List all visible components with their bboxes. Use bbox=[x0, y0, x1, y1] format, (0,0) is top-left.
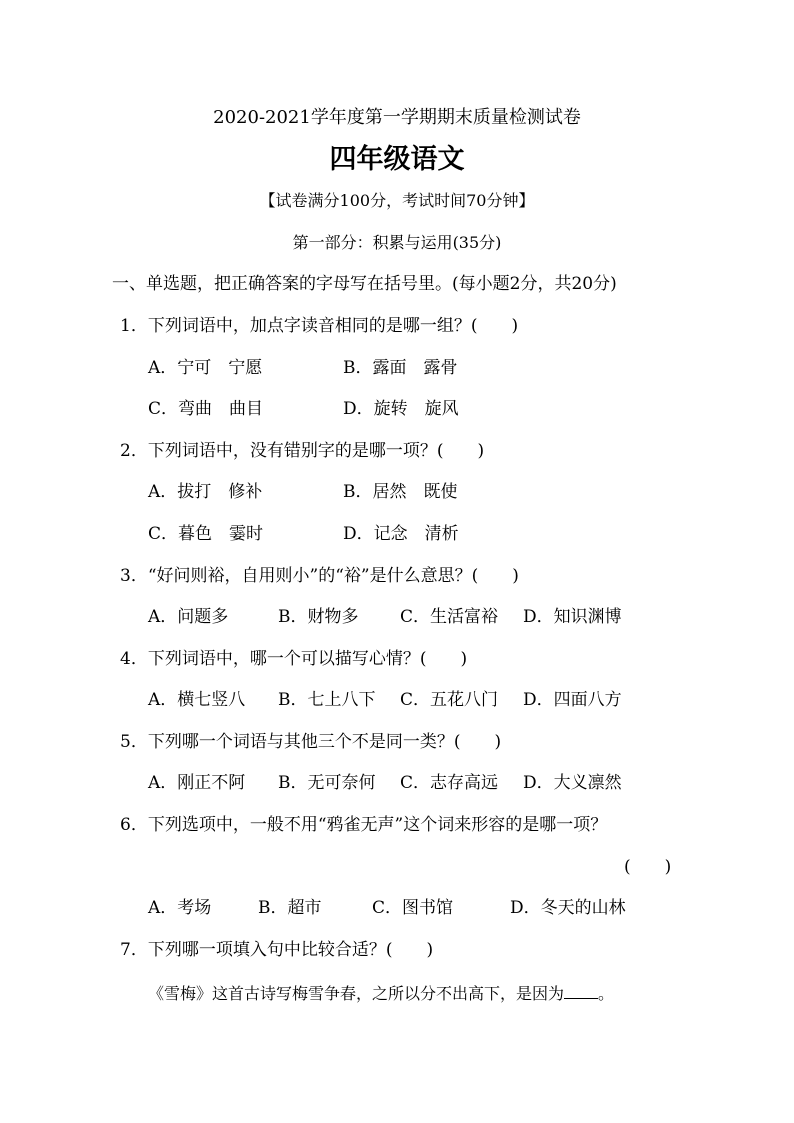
question-7-stem: 7．下列哪一项填入句中比较合适？( ) bbox=[120, 940, 434, 960]
q1-option-d: D．旋转 旋风 bbox=[343, 399, 459, 419]
q5-option-b: B．无可奈何 bbox=[278, 773, 376, 793]
q6-option-b: B．超市 bbox=[258, 898, 322, 918]
question-4-stem: 4．下列词语中，哪一个可以描写心情？( ) bbox=[120, 649, 468, 669]
q5-option-c: C．志存高远 bbox=[400, 773, 499, 793]
q2-option-a: A．拔打 修补 bbox=[148, 482, 263, 502]
q4-option-b: B．七上八下 bbox=[278, 690, 376, 710]
q4-option-d: D．四面八方 bbox=[523, 690, 622, 710]
q3-option-d: D．知识渊博 bbox=[523, 607, 622, 627]
q2-option-d: D．记念 清析 bbox=[343, 524, 459, 544]
question-2-stem: 2．下列词语中，没有错别字的是哪一项？( ) bbox=[120, 441, 485, 461]
q7-fill-blank[interactable] bbox=[564, 981, 598, 999]
section-heading: 一、单选题，把正确答案的字母写在括号里。(每小题2分，共20分) bbox=[112, 274, 617, 294]
q6-option-c: C．图书馆 bbox=[372, 898, 454, 918]
q1-option-a: A．宁可 宁愿 bbox=[148, 358, 263, 378]
question-1-stem: 1．下列词语中，加点字读音相同的是哪一组？( ) bbox=[120, 316, 519, 336]
q6-option-a: A．考场 bbox=[148, 898, 212, 918]
q5-option-d: D．大义凛然 bbox=[523, 773, 622, 793]
q2-option-c: C．暮色 霎时 bbox=[148, 524, 264, 544]
exam-info: 【试卷满分100分，考试时间70分钟】 bbox=[259, 191, 535, 210]
q4-option-c: C．五花八门 bbox=[400, 690, 499, 710]
q7-sentence-end: 。 bbox=[598, 984, 615, 1003]
question-6-answer-paren: ( ) bbox=[624, 857, 672, 877]
q4-option-a: A．横七竖八 bbox=[148, 690, 246, 710]
subject-title: 四年级语文 bbox=[329, 144, 465, 175]
q7-sentence-text: 《雪梅》这首古诗写梅雪争春，之所以分不出高下，是因为 bbox=[148, 984, 565, 1003]
q6-option-d: D．冬天的山林 bbox=[510, 898, 626, 918]
q3-option-a: A．问题多 bbox=[148, 607, 229, 627]
q5-option-a: A．刚正不阿 bbox=[148, 773, 246, 793]
part-heading: 第一部分：积累与运用(35分) bbox=[292, 233, 502, 252]
q1-option-c: C．弯曲 曲目 bbox=[148, 399, 264, 419]
q1-option-b: B．露面 露骨 bbox=[343, 358, 458, 378]
question-3-stem: 3．“好问则裕，自用则小”的“裕”是什么意思？( ) bbox=[120, 566, 519, 586]
question-7-sentence bbox=[148, 981, 614, 1005]
question-6-stem: 6．下列选项中，一般不用“鸦雀无声”这个词来形容的是哪一项？ bbox=[120, 815, 608, 835]
q3-option-c: C．生活富裕 bbox=[400, 607, 499, 627]
exam-title: 2020-2021学年度第一学期期末质量检测试卷 bbox=[213, 107, 581, 128]
question-5-stem: 5．下列哪一个词语与其他三个不是同一类？( ) bbox=[120, 732, 502, 752]
q3-option-b: B．财物多 bbox=[278, 607, 359, 627]
q2-option-b: B．居然 既使 bbox=[343, 482, 458, 502]
